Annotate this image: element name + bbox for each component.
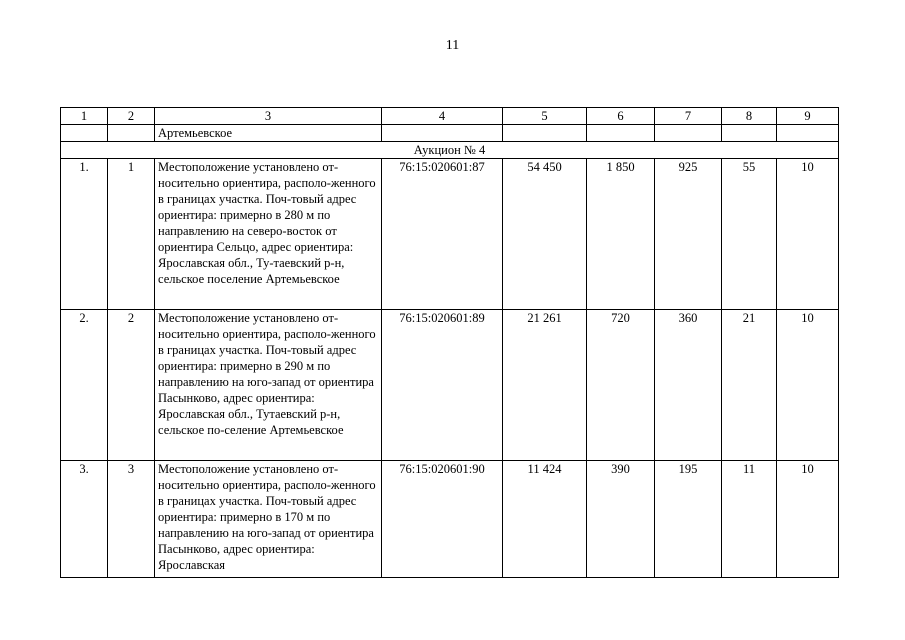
col6-value: 720 bbox=[587, 310, 655, 461]
column-header: 3 bbox=[155, 108, 382, 125]
column-header: 6 bbox=[587, 108, 655, 125]
location-description: Местоположение установлено от-носительно ориентира, располо-женного в границах участка. Поч-товый адрес ориентира: примерно в 290 м по направлению на юго-запад от ориентира Пасынково, адрес ориентира: Ярославская обл., Тутаевский р-н, сельское по-селение Артемьевское bbox=[155, 310, 382, 461]
col8-value: 55 bbox=[722, 159, 777, 310]
location-description: Местоположение установлено от-носительно ориентира, располо-женного в границах участка. Поч-товый адрес ориентира: примерно в 280 м по направлению на северо-восток от ориентира Сельцо, адрес ориентира: Ярославская обл., Ту-таевский р-н, сельское поселение Артемьевское bbox=[155, 159, 382, 310]
lot-number: 2 bbox=[108, 310, 155, 461]
continuation-row bbox=[61, 125, 839, 142]
column-header: 8 bbox=[722, 108, 777, 125]
lot-number: 3 bbox=[108, 461, 155, 578]
table-row bbox=[61, 159, 839, 310]
col6-value: 390 bbox=[587, 461, 655, 578]
section-title: Аукцион № 4 bbox=[61, 142, 839, 159]
col6-value: 1 850 bbox=[587, 159, 655, 310]
column-header: 7 bbox=[655, 108, 722, 125]
area-value: 21 261 bbox=[503, 310, 587, 461]
col8-value: 11 bbox=[722, 461, 777, 578]
col8-value: 21 bbox=[722, 310, 777, 461]
row-number: 1. bbox=[61, 159, 108, 310]
cadastral-number: 76:15:020601:87 bbox=[382, 159, 503, 310]
continuation-text: Артемьевское bbox=[155, 125, 382, 142]
column-header: 4 bbox=[382, 108, 503, 125]
area-value: 54 450 bbox=[503, 159, 587, 310]
table-row bbox=[61, 310, 839, 461]
column-header: 5 bbox=[503, 108, 587, 125]
column-header: 1 bbox=[61, 108, 108, 125]
table-row bbox=[61, 461, 839, 578]
section-row bbox=[61, 142, 839, 159]
col7-value: 195 bbox=[655, 461, 722, 578]
column-header: 2 bbox=[108, 108, 155, 125]
column-header: 9 bbox=[777, 108, 839, 125]
row-number: 3. bbox=[61, 461, 108, 578]
col9-value: 10 bbox=[777, 159, 839, 310]
col9-value: 10 bbox=[777, 310, 839, 461]
cadastral-number: 76:15:020601:90 bbox=[382, 461, 503, 578]
cadastral-number: 76:15:020601:89 bbox=[382, 310, 503, 461]
column-number-row bbox=[61, 108, 839, 125]
location-description: Местоположение установлено от-носительно ориентира, располо-женного в границах участка. Поч-товый адрес ориентира: примерно в 170 м по направлению на юго-запад от ориентира Пасынково, адрес ориентира: Ярославская bbox=[155, 461, 382, 578]
area-value: 11 424 bbox=[503, 461, 587, 578]
lot-number: 1 bbox=[108, 159, 155, 310]
col9-value: 10 bbox=[777, 461, 839, 578]
page-number: 11 bbox=[445, 38, 460, 53]
col7-value: 360 bbox=[655, 310, 722, 461]
auction-lots-table bbox=[60, 107, 839, 578]
col7-value: 925 bbox=[655, 159, 722, 310]
row-number: 2. bbox=[61, 310, 108, 461]
